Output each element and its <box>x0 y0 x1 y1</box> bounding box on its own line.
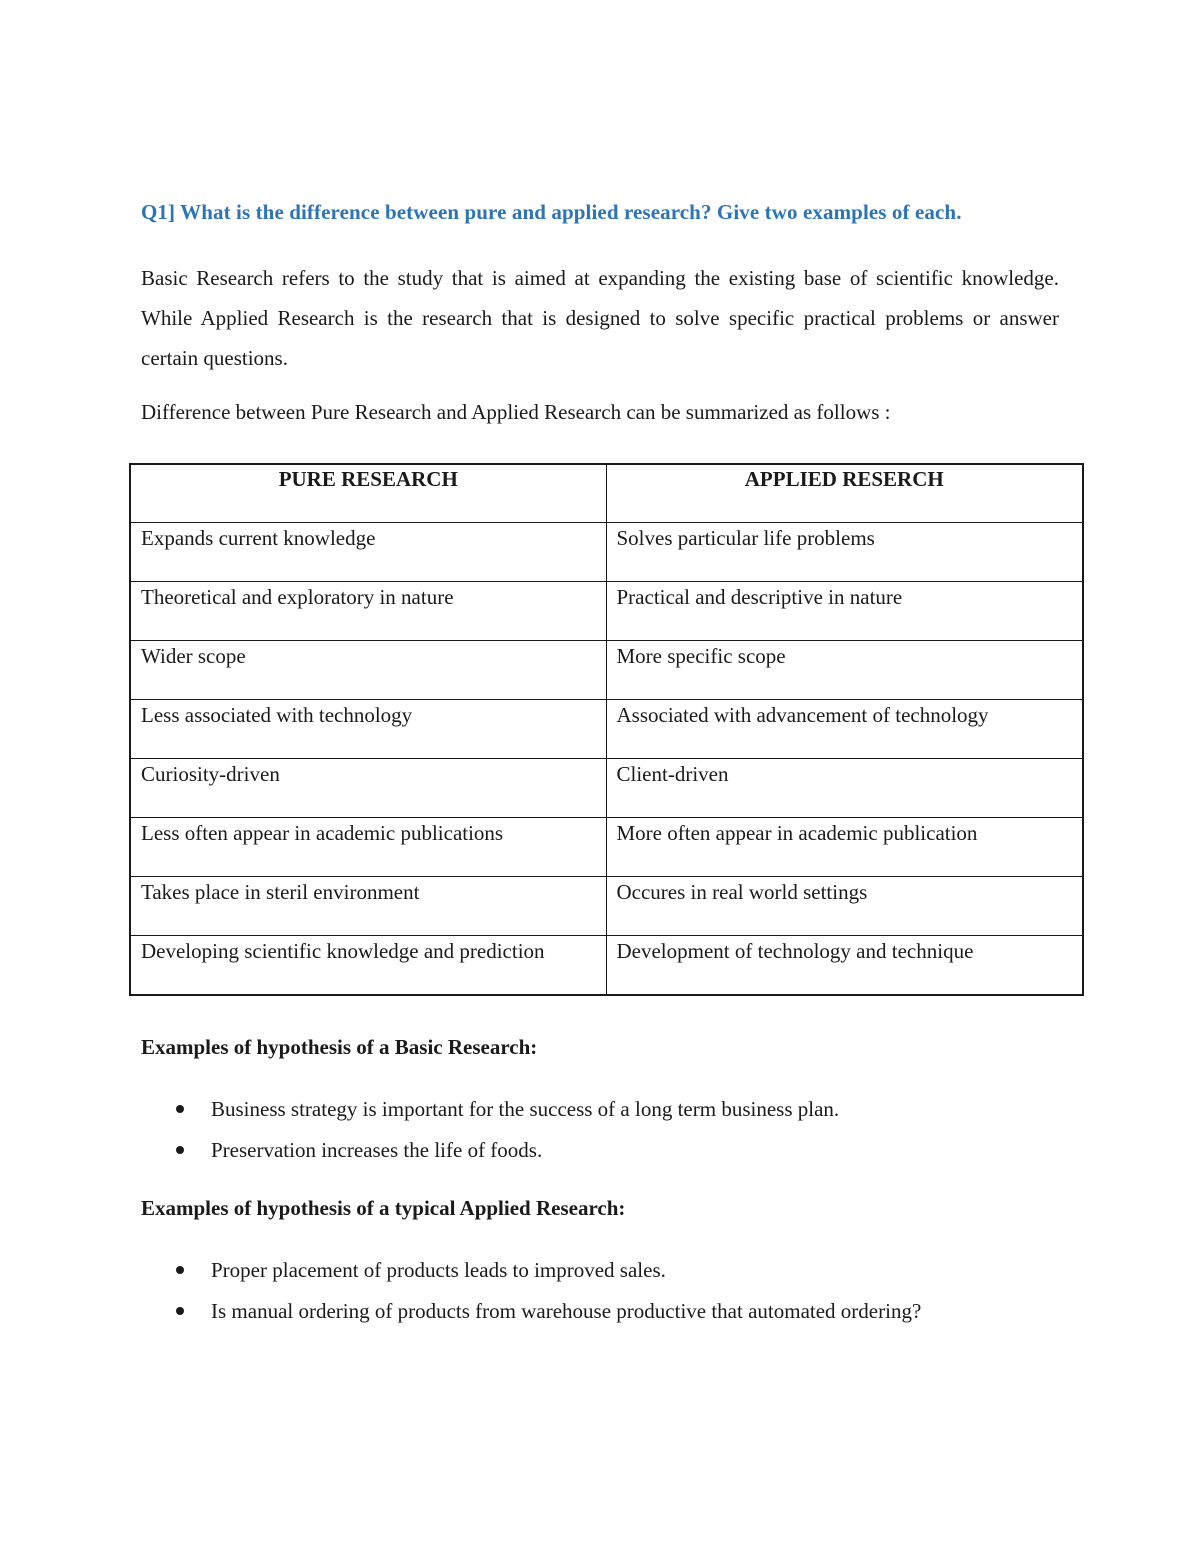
bullet-icon <box>176 1307 184 1315</box>
list-item <box>141 1097 839 1138</box>
list-item-text: Preservation increases the life of foods. <box>211 1138 543 1162</box>
question-heading: Q1] What is the difference between pure and applied research? Give two examples of each. <box>141 200 962 224</box>
applied-examples-list <box>141 1258 921 1340</box>
table-row <box>130 759 1083 818</box>
table-row <box>130 700 1083 759</box>
table-cell-applied: More specific scope <box>606 641 1083 700</box>
basic-examples-list <box>141 1097 839 1179</box>
table-cell-pure: Curiosity-driven <box>130 759 606 818</box>
list-item-text: Business strategy is important for the success of a long term business plan. <box>211 1097 840 1121</box>
table-cell-pure: Takes place in steril environment <box>130 877 606 936</box>
header-pure-research: PURE RESEARCH <box>130 464 606 523</box>
intro-paragraph: Basic Research refers to the study that is aimed at expanding the existing base of scientific knowledge. While Applied Research is the research that is designed to solve specific practical problems or answer certain questions. <box>141 266 1059 370</box>
list-item-text: Is manual ordering of products from warehouse productive that automated ordering? <box>211 1299 922 1323</box>
list-item <box>141 1258 921 1299</box>
table-cell-applied: Client-driven <box>606 759 1083 818</box>
table-row <box>130 818 1083 877</box>
table-cell-applied: More often appear in academic publication <box>606 818 1083 877</box>
table-cell-pure: Less often appear in academic publications <box>130 818 606 877</box>
comparison-table <box>129 463 1084 996</box>
list-item-text: Proper placement of products leads to improved sales. <box>211 1258 666 1282</box>
table-row <box>130 936 1083 996</box>
table-cell-pure: Developing scientific knowledge and prediction <box>130 936 606 996</box>
table-cell-applied: Solves particular life problems <box>606 523 1083 582</box>
bullet-icon <box>176 1146 184 1154</box>
list-item <box>141 1299 921 1340</box>
table-cell-pure: Wider scope <box>130 641 606 700</box>
table-row <box>130 877 1083 936</box>
basic-examples-heading: Examples of hypothesis of a Basic Research: <box>141 1035 538 1059</box>
summary-sentence: Difference between Pure Research and Applied Research can be summarized as follows : <box>141 400 891 424</box>
table-row <box>130 582 1083 641</box>
bullet-icon <box>176 1266 184 1274</box>
table-cell-applied: Associated with advancement of technology <box>606 700 1083 759</box>
table-cell-pure: Expands current knowledge <box>130 523 606 582</box>
table-cell-pure: Less associated with technology <box>130 700 606 759</box>
table-cell-pure: Theoretical and exploratory in nature <box>130 582 606 641</box>
header-applied-research: APPLIED RESERCH <box>606 464 1083 523</box>
table-cell-applied: Occures in real world settings <box>606 877 1083 936</box>
bullet-icon <box>176 1105 184 1113</box>
table-row <box>130 523 1083 582</box>
applied-examples-heading: Examples of hypothesis of a typical Applied Research: <box>141 1196 626 1220</box>
table-cell-applied: Development of technology and technique <box>606 936 1083 996</box>
table-cell-applied: Practical and descriptive in nature <box>606 582 1083 641</box>
list-item <box>141 1138 839 1179</box>
table-row <box>130 641 1083 700</box>
table-header-row <box>130 464 1083 523</box>
